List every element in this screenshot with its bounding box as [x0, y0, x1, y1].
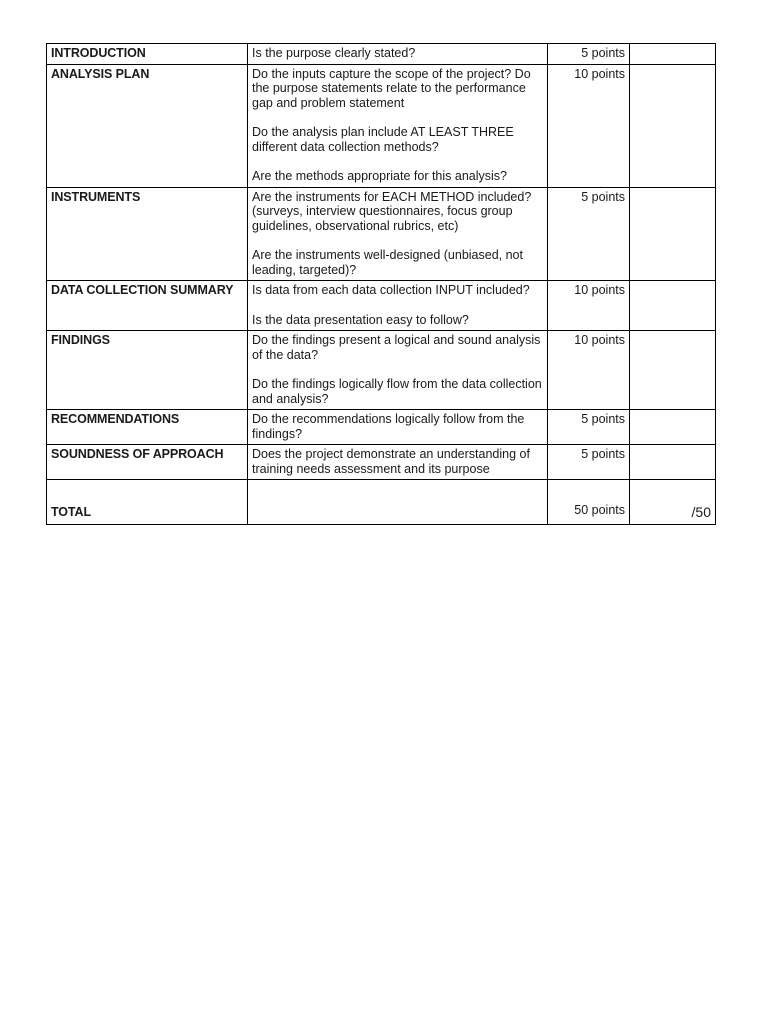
criteria-cell: [248, 281, 548, 331]
score-cell: [630, 64, 716, 187]
criteria-question: Do the analysis plan include AT LEAST THREE different data collection methods?: [252, 125, 514, 154]
score-cell: [630, 331, 716, 410]
criteria-question: Are the instruments well-designed (unbiased, not leading, targeted)?: [252, 248, 523, 277]
rubric-row: [47, 410, 716, 445]
section-title: INTRODUCTION: [47, 44, 248, 65]
rubric-row: [47, 445, 716, 480]
rubric-body: [47, 44, 716, 525]
criteria-cell: [248, 44, 548, 65]
criteria-question: Do the recommendations logically follow from the findings?: [252, 412, 525, 441]
criteria-question: Is the data presentation easy to follow?: [252, 312, 469, 327]
points-value: 5 points: [548, 410, 630, 445]
rubric-row: [47, 187, 716, 281]
rubric-row: [47, 64, 716, 187]
score-cell: [630, 410, 716, 445]
total-points: 50 points: [548, 480, 630, 525]
criteria-cell: [248, 187, 548, 281]
points-value: 10 points: [548, 64, 630, 187]
total-score: /50: [630, 480, 716, 525]
criteria-question: Is the purpose clearly stated?: [252, 46, 416, 60]
score-cell: [630, 187, 716, 281]
score-cell: [630, 281, 716, 331]
rubric-row: [47, 331, 716, 410]
criteria-question: Does the project demonstrate an understanding of training needs assessment and its purpose: [252, 447, 530, 476]
criteria-cell: [248, 410, 548, 445]
section-title: RECOMMENDATIONS: [47, 410, 248, 445]
total-row: [47, 480, 716, 525]
points-value: 10 points: [548, 281, 630, 331]
points-value: 10 points: [548, 331, 630, 410]
score-cell: [630, 445, 716, 480]
section-title: FINDINGS: [47, 331, 248, 410]
criteria-cell: [248, 445, 548, 480]
points-value: 5 points: [548, 445, 630, 480]
criteria-question: Is data from each data collection INPUT included?: [252, 283, 530, 297]
criteria-question: Are the methods appropriate for this analysis?: [252, 169, 507, 183]
rubric-table: [46, 43, 716, 525]
criteria-question: Do the inputs capture the scope of the project? Do the purpose statements relate to the performance gap and problem statement: [252, 66, 531, 110]
section-title: SOUNDNESS OF APPROACH: [47, 445, 248, 480]
section-title: ANALYSIS PLAN: [47, 64, 248, 187]
total-criteria: [248, 480, 548, 525]
rubric-row: [47, 281, 716, 331]
score-cell: [630, 44, 716, 65]
section-title: INSTRUMENTS: [47, 187, 248, 281]
points-value: 5 points: [548, 44, 630, 65]
criteria-question: Do the findings logically flow from the data collection and analysis?: [252, 377, 542, 406]
section-title: DATA COLLECTION SUMMARY: [47, 281, 248, 331]
points-value: 5 points: [548, 187, 630, 281]
rubric-row: [47, 44, 716, 65]
total-label: TOTAL: [47, 480, 248, 525]
criteria-question: Are the instruments for EACH METHOD included? (surveys, interview questionnaires, focus group guidelines, observational rubrics, etc): [252, 189, 532, 233]
criteria-cell: [248, 64, 548, 187]
criteria-cell: [248, 331, 548, 410]
criteria-question: Do the findings present a logical and sound analysis of the data?: [252, 333, 541, 362]
